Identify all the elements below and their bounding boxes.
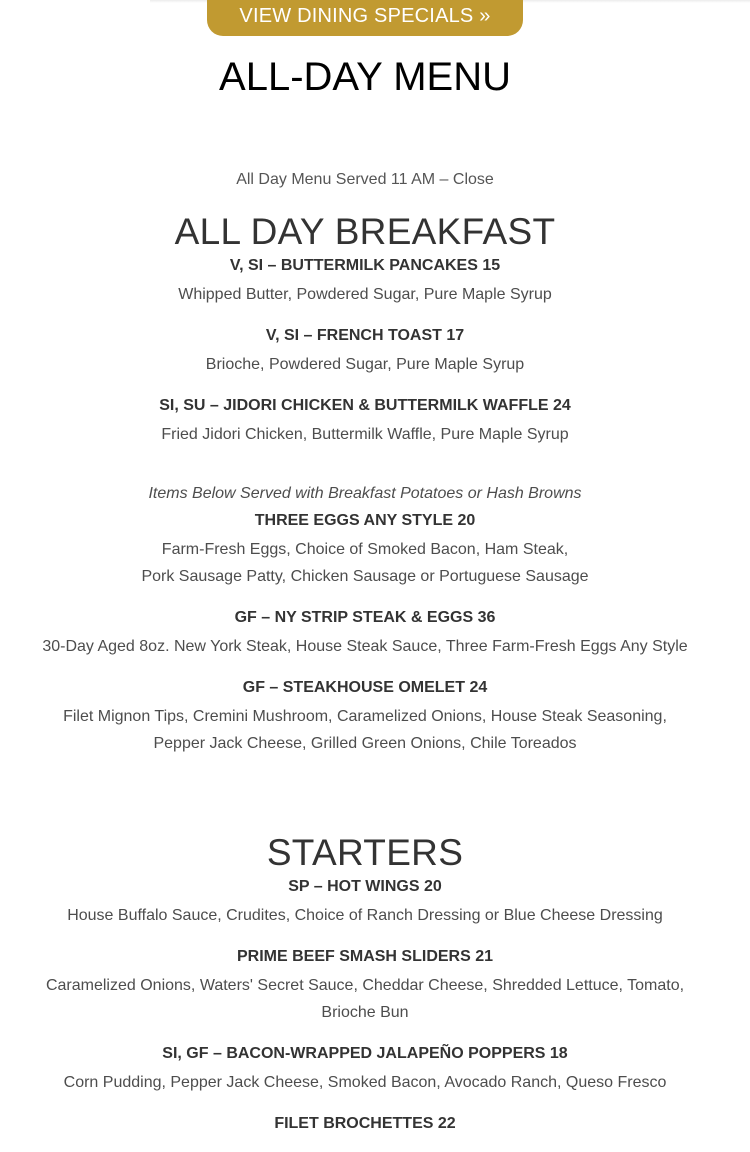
potatoes-note: Items Below Served with Breakfast Potatoes or Hash Browns [148, 485, 582, 502]
starters-section [0, 831, 730, 1136]
menu-item-name: GF – NY STRIP STEAK & EGGS 36 [234, 609, 496, 626]
description-line: Pork Sausage Patty, Chicken Sausage or Portuguese Sausage [141, 568, 589, 585]
description-line: Filet Mignon Tips, Cremini Mushroom, Caramelized Onions, House Steak Seasoning, [63, 708, 667, 725]
menu-item [0, 875, 730, 929]
menu-item-description: 30-Day Aged 8oz. New York Steak, House Steak Sauce, Three Farm-Fresh Eggs Any Style [42, 638, 688, 655]
menu-item-description [0, 536, 730, 590]
menu-item-description: Whipped Butter, Powdered Sugar, Pure Maple Syrup [178, 286, 552, 303]
menu-item-description: House Buffalo Sauce, Crudites, Choice of Ranch Dressing or Blue Cheese Dressing [67, 907, 663, 924]
menu-item-name: V, SI – BUTTERMILK PANCAKES 15 [229, 257, 501, 274]
menu-item-name: V, SI – FRENCH TOAST 17 [265, 327, 465, 344]
description-line: Brioche Bun [321, 1004, 409, 1021]
menu-item-description [0, 703, 730, 757]
menu-item-name: SP – HOT WINGS 20 [288, 878, 442, 895]
menu-item [0, 324, 730, 378]
menu-item-name: FILET BROCHETTES 22 [274, 1115, 456, 1132]
section-title-starters: STARTERS [266, 832, 464, 873]
menu-item [0, 394, 730, 448]
section-spacer [0, 773, 730, 831]
menu-item-description: Fried Jidori Chicken, Buttermilk Waffle, Pure Maple Syrup [161, 426, 569, 443]
section-title-breakfast: ALL DAY BREAKFAST [174, 211, 556, 252]
description-line: Caramelized Onions, Waters' Secret Sauce, Cheddar Cheese, Shredded Lettuce, Tomato, [45, 977, 685, 994]
served-hours-note: All Day Menu Served 11 AM – Close [236, 171, 494, 188]
page-title: ALL-DAY MENU [219, 55, 511, 99]
menu-item [0, 1112, 730, 1136]
menu-item-name: SI, SU – JIDORI CHICKEN & BUTTERMILK WAFFLE 24 [159, 397, 571, 414]
menu-item-description: Corn Pudding, Pepper Jack Cheese, Smoked Bacon, Avocado Ranch, Queso Fresco [63, 1074, 667, 1091]
menu-content [0, 168, 730, 1152]
menu-item [0, 254, 730, 308]
menu-item-name: THREE EGGS ANY STYLE 20 [254, 512, 476, 529]
menu-item-description [0, 972, 730, 1026]
view-dining-specials-button[interactable]: VIEW DINING SPECIALS » [207, 0, 523, 36]
menu-item [0, 509, 730, 590]
menu-item-name: GF – STEAKHOUSE OMELET 24 [242, 679, 488, 696]
description-line: Pepper Jack Cheese, Grilled Green Onions, Chile Toreados [153, 735, 577, 752]
menu-item [0, 945, 730, 1026]
menu-item-description: Brioche, Powdered Sugar, Pure Maple Syrup [205, 356, 525, 373]
description-line: Farm-Fresh Eggs, Choice of Smoked Bacon, Ham Steak, [161, 541, 569, 558]
menu-item-name: SI, GF – BACON-WRAPPED JALAPEÑO POPPERS 18 [162, 1045, 568, 1062]
menu-item [0, 676, 730, 757]
menu-item [0, 606, 730, 660]
menu-item-name: PRIME BEEF SMASH SLIDERS 21 [236, 948, 494, 965]
menu-item [0, 1042, 730, 1096]
all-day-breakfast-section [0, 210, 730, 757]
